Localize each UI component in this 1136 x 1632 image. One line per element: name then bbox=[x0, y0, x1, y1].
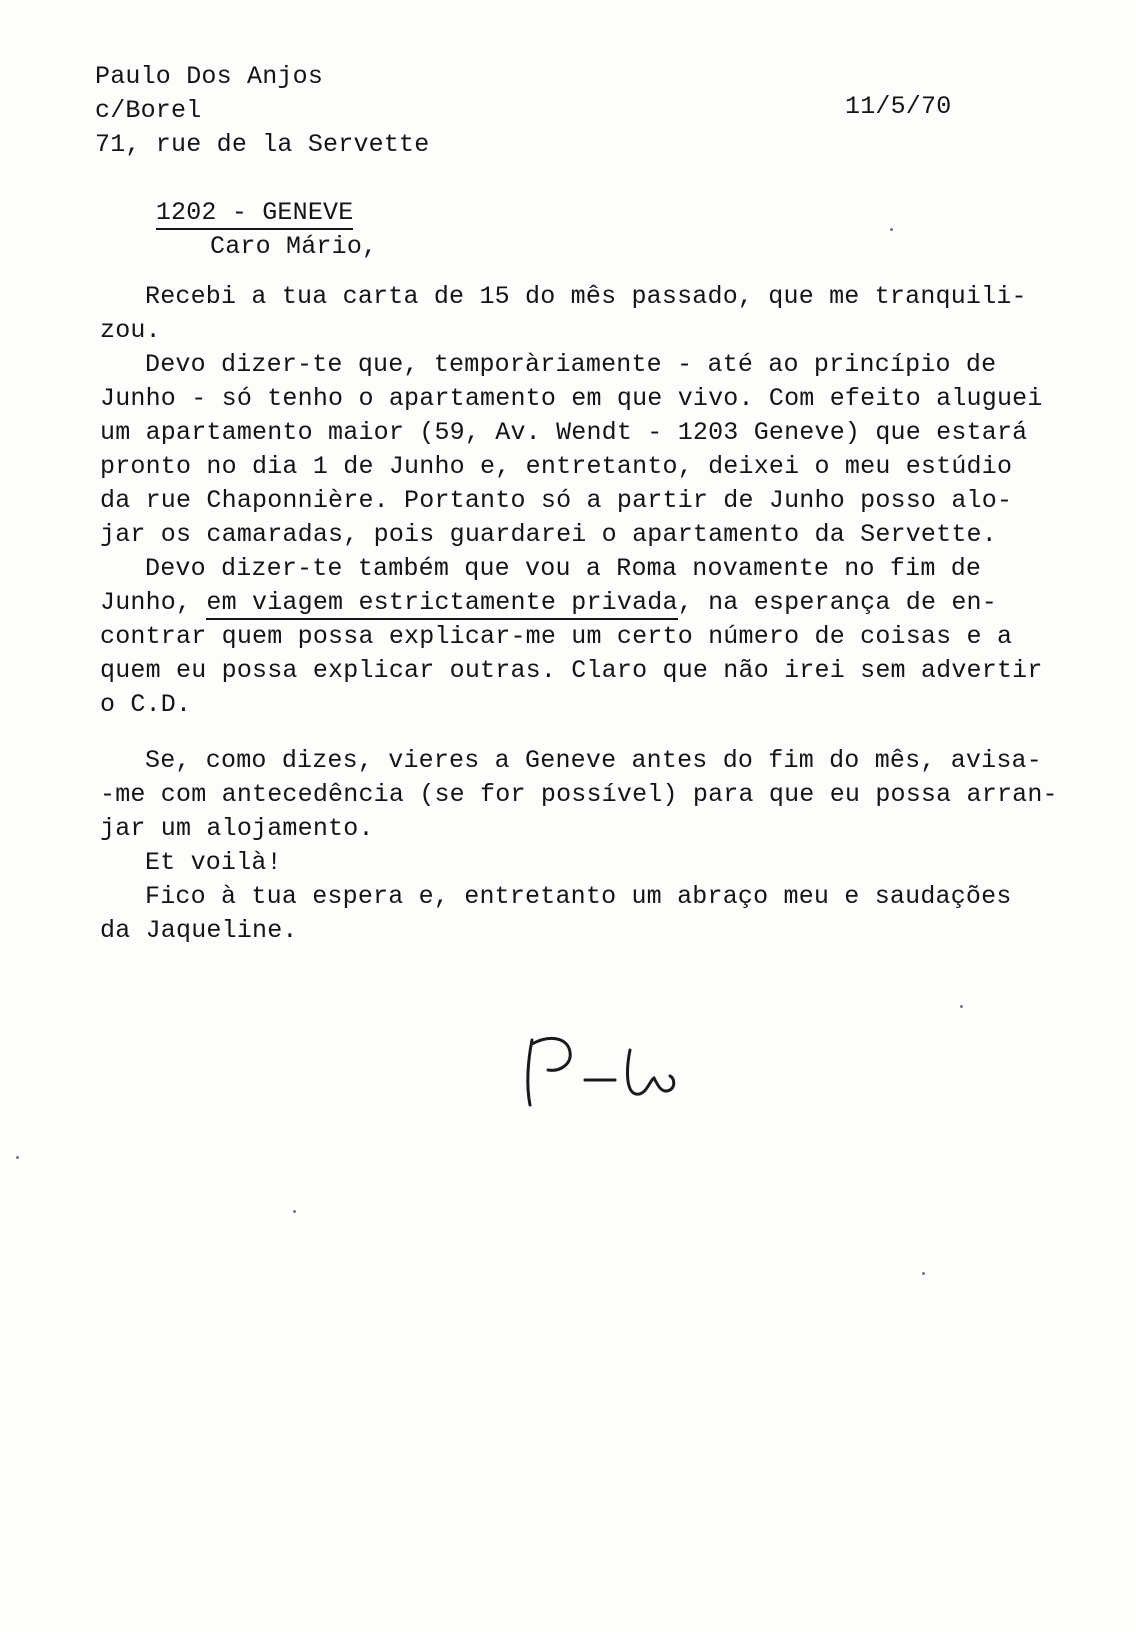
paragraph-line: jar os camaradas, pois guardarei o apartamento da Servette. bbox=[100, 520, 997, 549]
sender-name: Paulo Dos Anjos bbox=[95, 62, 324, 91]
paragraph-line: pronto no dia 1 de Junho e, entretanto, deixei o meu estúdio bbox=[100, 452, 1013, 481]
scan-speck bbox=[890, 228, 893, 231]
paragraph-line: Recebi a tua carta de 15 do mês passado, que me tranquili- bbox=[145, 282, 1027, 311]
sender-city-text: 1202 - GENEVE bbox=[156, 198, 354, 230]
paragraph-fragment: Junho, bbox=[100, 588, 207, 617]
sender-care-of: c/Borel bbox=[95, 96, 202, 125]
paragraph-fragment: , na esperança de en- bbox=[677, 588, 997, 617]
paragraph-line: jar um alojamento. bbox=[100, 814, 374, 843]
paragraph-line: Devo dizer-te também que vou a Roma novamente no fim de bbox=[145, 554, 982, 583]
paragraph-line: Fico à tua espera e, entretanto um abraço meu e saudações bbox=[145, 882, 1012, 911]
salutation: Caro Mário, bbox=[210, 232, 378, 261]
paragraph-line: da rue Chaponnière. Portanto só a partir de Junho posso alo- bbox=[100, 486, 1013, 515]
paragraph-line: Se, como dizes, vieres a Geneve antes do fim do mês, avisa- bbox=[145, 746, 1042, 775]
sender-street: 71, rue de la Servette bbox=[95, 130, 430, 159]
scan-speck bbox=[293, 1210, 296, 1213]
paragraph-line: Devo dizer-te que, temporàriamente - até ao princípio de bbox=[145, 350, 997, 379]
scan-speck bbox=[960, 1005, 963, 1008]
handwritten-signature bbox=[520, 1030, 720, 1120]
letter-date: 11/5/70 bbox=[845, 92, 952, 121]
scan-speck bbox=[922, 1272, 925, 1275]
paragraph-line: zou. bbox=[100, 316, 161, 345]
scan-speck bbox=[16, 1156, 19, 1159]
paragraph-line: Et voilà! bbox=[145, 848, 282, 877]
paragraph-line-underlined bbox=[100, 586, 997, 620]
paragraph-line: -me com antecedência (se for possível) para que eu possa arran- bbox=[100, 780, 1058, 809]
paragraph-line: contrar quem possa explicar-me um certo número de coisas e a bbox=[100, 622, 1013, 651]
paragraph-line: quem eu possa explicar outras. Claro que não irei sem advertir bbox=[100, 656, 1043, 685]
paragraph-line: da Jaqueline. bbox=[100, 916, 298, 945]
paragraph-line: Junho - só tenho o apartamento em que vivo. Com efeito aluguei bbox=[100, 384, 1043, 413]
paragraph-line: um apartamento maior (59, Av. Wendt - 1203 Geneve) que estará bbox=[100, 418, 1028, 447]
paragraph-line: o C.D. bbox=[100, 690, 192, 719]
underlined-phrase: em viagem estrictamente privada bbox=[206, 588, 677, 620]
